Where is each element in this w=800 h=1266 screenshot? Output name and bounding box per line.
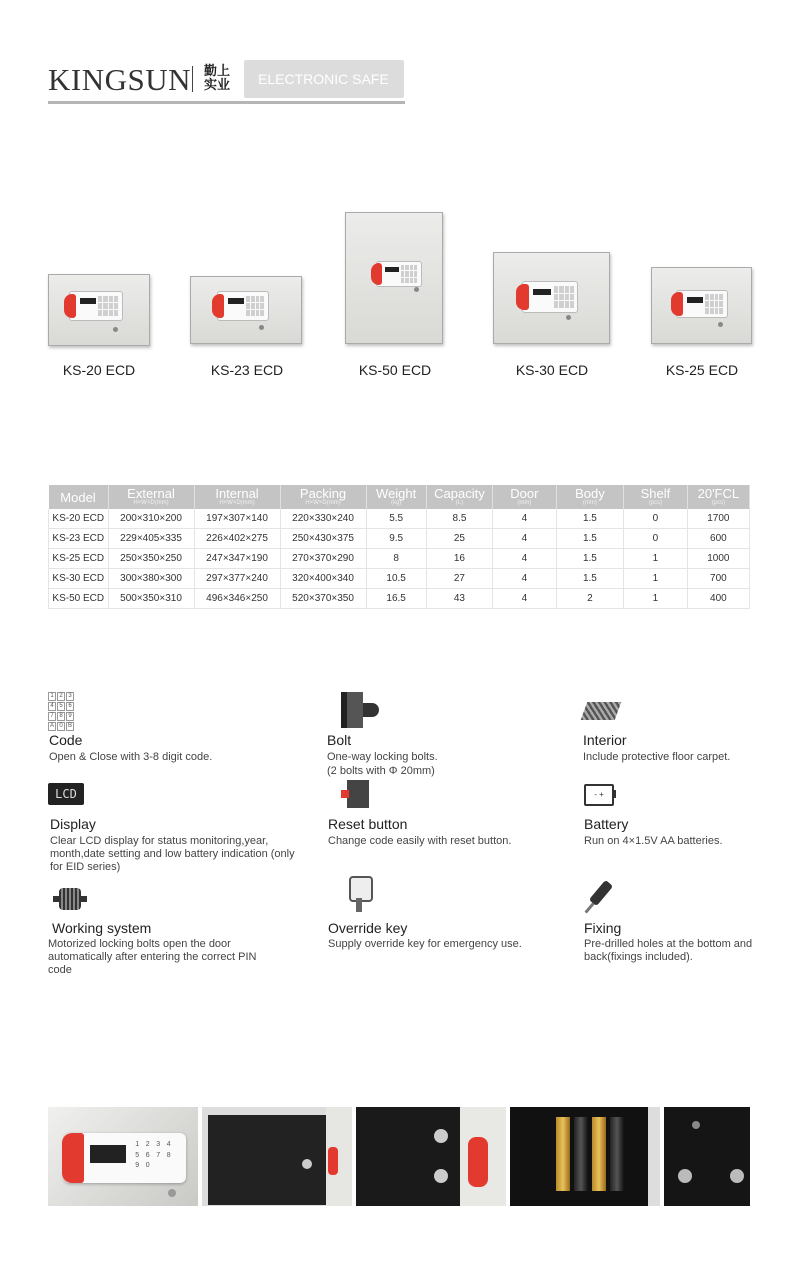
- table-cell: 220×330×240: [280, 509, 366, 529]
- table-cell: 600: [687, 529, 749, 549]
- table-cell: 4: [493, 529, 557, 549]
- column-header: Body (mm): [556, 485, 623, 509]
- table-cell: 0: [624, 509, 688, 529]
- table-cell: 8.5: [426, 509, 492, 529]
- brand-logo: KINGSUN: [48, 62, 191, 97]
- safe-image-ks20: [48, 274, 150, 346]
- table-cell: 700: [687, 569, 749, 589]
- table-row: [49, 589, 750, 609]
- table-cell: 4: [493, 549, 557, 569]
- safe-label: KS-20 ECD: [62, 362, 136, 378]
- reset-button-icon: [339, 780, 369, 808]
- table-cell: KS-23 ECD: [49, 529, 109, 549]
- table-row: [49, 569, 750, 589]
- feature-title-battery: Battery: [584, 816, 629, 832]
- safe-image-ks30: [493, 252, 610, 344]
- feature-title-working-system: Working system: [52, 920, 152, 936]
- safe-label: KS-23 ECD: [210, 362, 284, 378]
- column-header: Door (mm): [493, 485, 557, 509]
- column-header: Shelf (pcs): [624, 485, 688, 509]
- photo-interior: [202, 1107, 352, 1206]
- table-cell: 270×370×290: [280, 549, 366, 569]
- category-tab: ELECTRONIC SAFE: [244, 60, 404, 98]
- table-cell: 1.5: [556, 509, 623, 529]
- feature-desc-fixing: Pre-drilled holes at the bottom and back(fixings included).: [584, 938, 753, 963]
- photo-batteries: [510, 1107, 660, 1206]
- lcd-icon: LCD: [48, 783, 84, 805]
- table-cell: 1.5: [556, 569, 623, 589]
- feature-desc-bolt: One-way locking bolts.: [327, 751, 438, 763]
- bolt-icon: [341, 692, 381, 728]
- battery-terminal: [613, 790, 616, 798]
- safe-image-ks25: [651, 267, 752, 344]
- table-cell: 16.5: [366, 589, 426, 609]
- photo-door-bolts: [356, 1107, 506, 1206]
- feature-title-display: Display: [50, 816, 96, 832]
- column-header: Weight (kg): [366, 485, 426, 509]
- table-cell: 300×380×300: [108, 569, 194, 589]
- column-header: Model: [49, 485, 109, 509]
- table-cell: 10.5: [366, 569, 426, 589]
- table-cell: 229×405×335: [108, 529, 194, 549]
- key-icon: [347, 876, 371, 912]
- table-cell: 200×310×200: [108, 509, 194, 529]
- table-cell: 43: [426, 589, 492, 609]
- table-cell: 226×402×275: [194, 529, 280, 549]
- table-header-row: [49, 485, 750, 509]
- table-cell: 1000: [687, 549, 749, 569]
- table-cell: 1700: [687, 509, 749, 529]
- table-cell: 500×350×310: [108, 589, 194, 609]
- feature-title-code: Code: [49, 732, 83, 748]
- feature-desc-battery: Run on 4×1.5V AA batteries.: [584, 835, 723, 847]
- column-header: Packing H×W×D(mm): [280, 485, 366, 509]
- table-cell: KS-25 ECD: [49, 549, 109, 569]
- table-cell: KS-20 ECD: [49, 509, 109, 529]
- table-cell: 4: [493, 569, 557, 589]
- table-cell: 250×350×250: [108, 549, 194, 569]
- table-cell: 197×307×140: [194, 509, 280, 529]
- column-header: Internal H×W×D(mm): [194, 485, 280, 509]
- photo-keypad: 1 2 3 4 5 6 7 8 9 0: [48, 1107, 198, 1206]
- table-cell: 250×430×375: [280, 529, 366, 549]
- keypad-icon: 1 2 3 4 5 6 7 8 9 A 0 B: [49, 693, 72, 729]
- table-cell: 2: [556, 589, 623, 609]
- table-cell: 16: [426, 549, 492, 569]
- carpet-icon: [581, 702, 622, 720]
- table-cell: 1.5: [556, 529, 623, 549]
- feature-desc-code: Open & Close with 3-8 digit code.: [49, 751, 213, 763]
- table-cell: 4: [493, 589, 557, 609]
- table-cell: 247×347×190: [194, 549, 280, 569]
- table-cell: 9.5: [366, 529, 426, 549]
- feature-desc-bolt-detail: (2 bolts with Φ 20mm): [327, 765, 435, 777]
- feature-title-interior: Interior: [583, 732, 627, 748]
- feature-title-bolt: Bolt: [327, 732, 352, 748]
- feature-title-override-key: Override key: [328, 920, 408, 936]
- motor-icon: [53, 886, 87, 912]
- table-cell: KS-50 ECD: [49, 589, 109, 609]
- table-cell: 1.5: [556, 549, 623, 569]
- table-cell: 5.5: [366, 509, 426, 529]
- table-cell: 25: [426, 529, 492, 549]
- brand-chinese-name: 勤上 实业: [204, 63, 231, 92]
- photo-fixing-holes: [664, 1107, 750, 1206]
- table-cell: KS-30 ECD: [49, 569, 109, 589]
- safe-label: KS-25 ECD: [665, 362, 739, 378]
- table-cell: 27: [426, 569, 492, 589]
- feature-desc-working-system: Motorized locking bolts open the door automatically after entering the correct PIN code: [48, 938, 257, 976]
- feature-title-fixing: Fixing: [584, 920, 622, 936]
- table-cell: 496×346×250: [194, 589, 280, 609]
- battery-icon: - +: [584, 784, 614, 806]
- spec-table: [48, 485, 750, 609]
- table-cell: 520×370×350: [280, 589, 366, 609]
- safe-label: KS-30 ECD: [515, 362, 589, 378]
- column-header: 20'FCL (pcs): [687, 485, 749, 509]
- screwdriver-icon: [582, 876, 622, 914]
- feature-desc-interior: Include protective floor carpet.: [583, 751, 731, 763]
- table-cell: 320×400×340: [280, 569, 366, 589]
- table-cell: 1: [624, 549, 688, 569]
- table-cell: 400: [687, 589, 749, 609]
- table-cell: 297×377×240: [194, 569, 280, 589]
- table-cell: 8: [366, 549, 426, 569]
- table-cell: 1: [624, 569, 688, 589]
- feature-desc-display: Clear LCD display for status monitoring,year, month,date setting and low battery indication (only for EID series): [50, 835, 295, 873]
- safe-label: KS-50 ECD: [358, 362, 432, 378]
- table-row: [49, 549, 750, 569]
- column-header: Capacity (L): [426, 485, 492, 509]
- table-row: [49, 509, 750, 529]
- table-cell: 1: [624, 589, 688, 609]
- feature-title-reset: Reset button: [328, 816, 408, 832]
- header-divider: [48, 101, 405, 104]
- brand-divider: [192, 66, 193, 92]
- feature-desc-reset: Change code easily with reset button.: [328, 835, 512, 847]
- table-cell: 4: [493, 509, 557, 529]
- safe-image-ks50: [345, 212, 443, 344]
- column-header: External H×W×D(mm): [108, 485, 194, 509]
- feature-desc-override-key: Supply override key for emergency use.: [328, 938, 522, 950]
- table-row: [49, 529, 750, 549]
- table-cell: 0: [624, 529, 688, 549]
- safe-image-ks23: [190, 276, 302, 344]
